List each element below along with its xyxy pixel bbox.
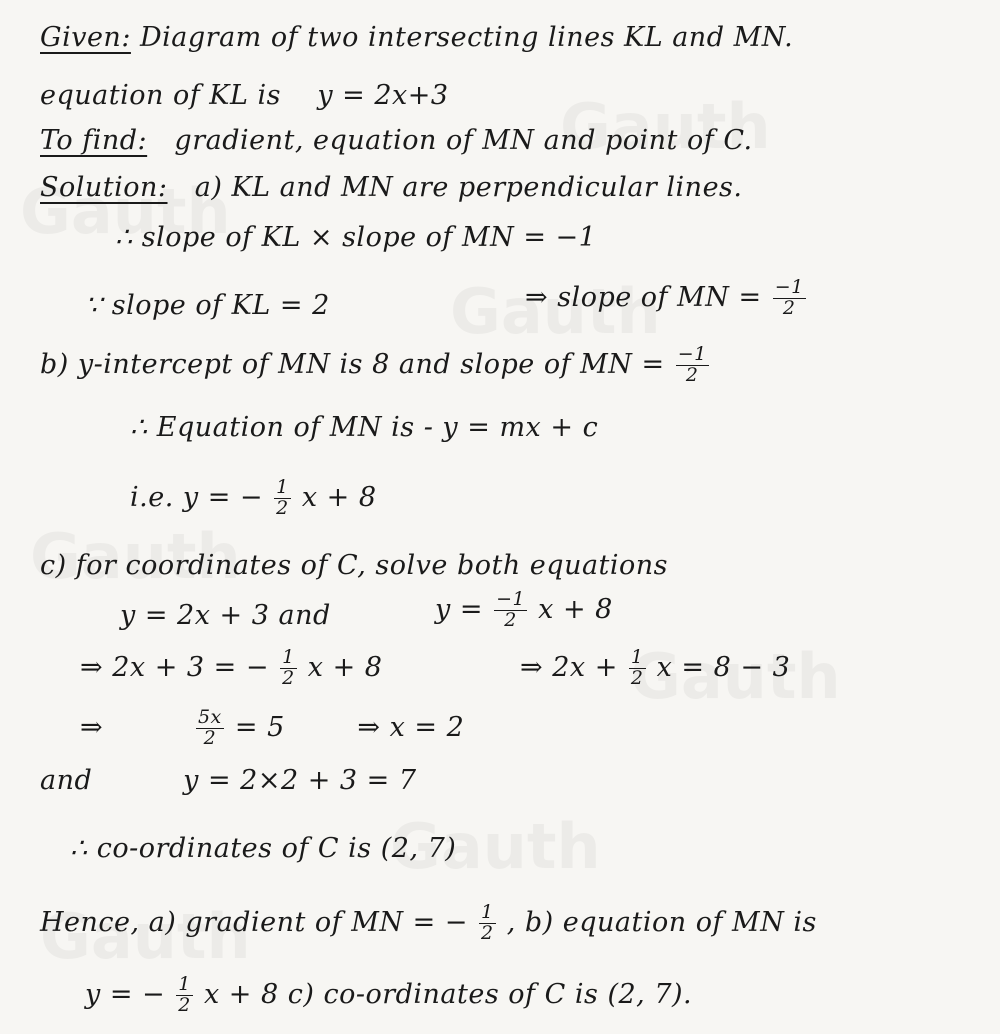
part-c-line-5 [40, 765, 417, 796]
fraction-neg-half: $\frac{-1}{2}$ [774, 276, 804, 319]
eq-prefix: y = [435, 593, 483, 625]
final-suffix: x + 8 c) co-ordinates of C is (2, 7). [203, 978, 693, 1010]
final-line [85, 975, 692, 1016]
part-a-line-2: ∴ slope of KL × slope of MN = −1 [115, 222, 597, 253]
solution-line [40, 172, 742, 203]
part-c-line-2-right [435, 590, 613, 631]
eq-suffix: x + 8 [307, 651, 383, 683]
given-label: Given: [40, 22, 131, 53]
fraction-half: $\frac{1}{2}$ [276, 476, 289, 519]
equals-five: = 5 [234, 711, 285, 743]
part-a-line-3-left: ∵ slope of KL = 2 [85, 290, 330, 321]
fraction-half: $\frac{1}{2}$ [282, 646, 295, 689]
given-eq-prefix: equation of KL is [40, 80, 281, 111]
x-result: ⇒ x = 2 [357, 711, 465, 743]
fraction-half: $\frac{1}{2}$ [481, 901, 494, 944]
y-result: y = 2×2 + 3 = 7 [183, 765, 417, 796]
final-prefix: y = − [85, 978, 166, 1010]
hence-suffix: , b) equation of MN is [506, 906, 817, 938]
fraction-neg-half: $\frac{-1}{2}$ [677, 343, 707, 386]
eq-suffix: x + 8 [538, 593, 613, 625]
hence-prefix: Hence, a) gradient of MN = − [40, 906, 468, 938]
part-c-line-2-left: y = 2x + 3 and [120, 600, 331, 631]
part-a-text: a) KL and MN are perpendicular lines. [194, 172, 743, 203]
to-find-label: To find: [40, 125, 148, 156]
and-label: and [40, 765, 93, 796]
part-b-text: b) y-intercept of MN is 8 and slope of MN = [40, 348, 665, 380]
part-c-line-3-left [80, 648, 382, 689]
part-c-line-1: c) for coordinates of C, solve both equations [40, 550, 669, 581]
fraction-neg-half: $\frac{-1}{2}$ [496, 588, 526, 631]
to-find-line [40, 125, 753, 156]
part-b-line-1 [40, 345, 711, 386]
part-b-line-2: ∴ Equation of MN is - y = mx + c [130, 412, 599, 443]
to-find-text: gradient, equation of MN and point of C. [174, 125, 753, 156]
part-c-line-6: ∴ co-ordinates of C is (2, 7) [70, 833, 457, 864]
fraction-half: $\frac{1}{2}$ [178, 973, 191, 1016]
part-a-line-3-right [525, 278, 808, 319]
eq-prefix: ⇒ 2x + 3 = − [80, 651, 269, 683]
mn-equation-suffix: x + 8 [301, 481, 377, 513]
given-text: Diagram of two intersecting lines KL and MN. [140, 22, 794, 53]
given-line [40, 22, 793, 53]
solution-label: Solution: [40, 172, 168, 203]
eq-suffix: x = 8 − 3 [656, 651, 791, 683]
part-c-line-4 [80, 708, 464, 749]
part-b-line-3 [130, 478, 377, 519]
mn-equation-prefix: i.e. y = − [130, 481, 264, 513]
slope-mn-prefix: ⇒ slope of MN = [525, 281, 762, 313]
part-c-line-3-right [520, 648, 790, 689]
fraction-five-x-over-two: $\frac{5x}{2}$ [197, 706, 222, 749]
eq-prefix: ⇒ 2x + [520, 651, 618, 683]
hence-line [40, 903, 817, 944]
given-equation: y = 2x+3 [317, 80, 449, 111]
implies-arrow: ⇒ [80, 711, 104, 743]
fraction-half: $\frac{1}{2}$ [630, 646, 644, 689]
given-equation-line [40, 80, 449, 111]
